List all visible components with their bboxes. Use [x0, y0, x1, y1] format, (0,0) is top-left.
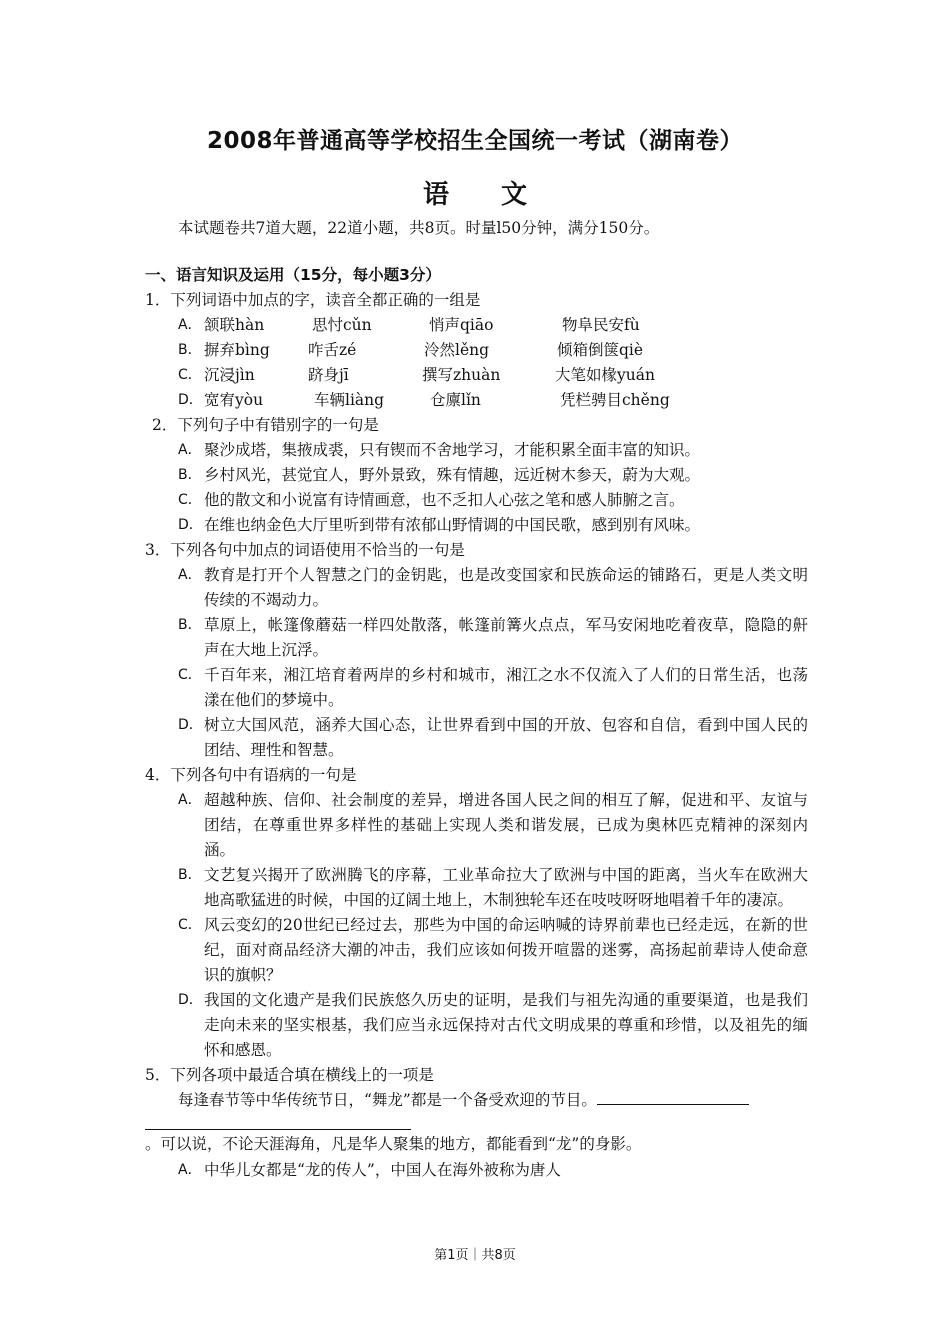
- question-4-option-d: [178, 988, 808, 1063]
- option-word: 悄声qiāo: [429, 316, 494, 334]
- option-word: 泠然lěng: [424, 341, 490, 359]
- question-1-option-a: [178, 313, 950, 338]
- option-letter: C．: [178, 667, 202, 683]
- option-letter: A．: [178, 1162, 202, 1178]
- option-letter: D．: [178, 717, 203, 733]
- question-5-continuation: 。可以说，不论天涯海角，凡是华人聚集的地方，都能看到“龙”的身影。: [145, 1135, 642, 1153]
- option-word: 仓廪lǐn: [430, 391, 481, 409]
- option-word: 宽宥yòu: [204, 391, 264, 409]
- option-text: 千百年来，湘江培育着两岸的乡村和城市，湘江之水不仅流入了人们的日常生活，也荡漾在他们的梦境中。: [204, 666, 808, 709]
- option-word: 物阜民安fù: [562, 316, 640, 334]
- question-2-option-c: [178, 488, 808, 513]
- option-letter: B．: [178, 867, 202, 883]
- option-text: 聚沙成塔，集掖成裘，只有锲而不舍地学习，才能积累全面丰富的知识。: [204, 441, 701, 459]
- fill-blank-continued: [145, 1113, 411, 1130]
- option-word: 大笔如椽yuán: [555, 366, 655, 384]
- option-text: 中华儿女都是“龙的传人”，中国人在海外被称为唐人: [204, 1161, 561, 1179]
- question-3-option-a: [178, 563, 808, 613]
- option-letter: A．: [178, 317, 202, 333]
- option-letter: B．: [178, 342, 202, 358]
- subject-heading: 语文: [422, 180, 579, 210]
- option-text: 教育是打开个人智慧之门的金钥匙，也是改变国家和民族命运的铺路石，更是人类文明传续的不竭动力。: [204, 566, 808, 609]
- option-text: 超越种族、信仰、社会制度的差异，增进各国人民之间的相互了解，促进和平、友谊与团结，在尊重世界多样性的基础上实现人类和谐发展，已成为奥林匹克精神的深刻内涵。: [204, 791, 808, 859]
- option-word: 车辆liàng: [314, 391, 385, 409]
- question-5-passage: [178, 1088, 950, 1113]
- exam-content: [0, 263, 950, 1183]
- exam-intro: 本试题卷共7道大题，22道小题，共8页。时量l50分钟，满分150分。: [178, 219, 660, 237]
- option-word: 撰写zhuàn: [422, 366, 501, 384]
- question-2-option-d: [178, 513, 808, 538]
- option-letter: A．: [178, 442, 202, 458]
- option-word: 倾箱倒箧qiè: [557, 341, 644, 359]
- question-2-stem: 2．下列句子中有错别字的一句是: [152, 416, 379, 434]
- option-letter: D．: [178, 392, 203, 408]
- question-4-option-b: [178, 863, 808, 913]
- option-text: 在维也纳金色大厅里听到带有浓郁山野情调的中国民歌，感到别有风味。: [204, 516, 701, 534]
- option-text: 草原上，帐篷像蘑菇一样四处散落，帐篷前篝火点点，军马安闲地吃着夜草，隐隐的鼾声在大地上沉浮。: [204, 616, 808, 659]
- option-letter: A．: [178, 567, 202, 583]
- option-letter: D．: [178, 992, 203, 1008]
- option-word: 跻身jī: [308, 366, 349, 384]
- exam-title: 2008年普通高等学校招生全国统一考试（湖南卷）: [206, 128, 743, 154]
- option-text: 乡村风光，甚觉宜人，野外景致，殊有情趣，远近树木参天，蔚为大观。: [204, 466, 701, 484]
- question-5-stem: 5．下列各项中最适合填在横线上的一项是: [145, 1066, 434, 1084]
- question-1-stem: 1．下列词语中加点的字，读音全都正确的一组是: [145, 291, 481, 309]
- fill-blank: [597, 1088, 749, 1105]
- page-footer: 第1页｜共8页: [434, 1248, 516, 1263]
- option-text: 他的散文和小说富有诗情画意，也不乏扣人心弦之笔和感人肺腑之言。: [204, 491, 685, 509]
- option-text: 文艺复兴揭开了欧洲腾飞的序幕，工业革命拉大了欧洲与中国的距离，当火车在欧洲大地高歌猛进的时候，中国的辽阔土地上，木制独轮车还在吱吱呀呀地唱着千年的凄凉。: [204, 866, 808, 909]
- question-2-option-b: [178, 463, 808, 488]
- option-text: 风云变幻的20世纪已经过去，那些为中国的命运呐喊的诗界前辈也已经走远，在新的世纪，面对商品经济大潮的冲击，我们应该如何拨开喧嚣的迷雾，高扬起前辈诗人使命意识的旗帜？: [204, 916, 808, 984]
- question-3-option-c: [178, 663, 808, 713]
- passage-text: 每逢春节等中华传统节日，“舞龙”都是一个备受欢迎的节目。: [178, 1091, 597, 1109]
- question-3-stem: 3．下列各句中加点的词语使用不恰当的一句是: [145, 541, 465, 559]
- option-word: 咋舌zé: [308, 341, 357, 359]
- option-letter: A．: [178, 792, 202, 808]
- option-word: 思忖cǔn: [312, 316, 372, 334]
- option-text: 我国的文化遗产是我们民族悠久历史的证明，是我们与祖先沟通的重要渠道，也是我们走向未来的坚实根基，我们应当永远保持对古代文明成果的尊重和珍惜，以及祖先的缅怀和感恩。: [204, 991, 808, 1059]
- option-word: 沉浸jìn: [204, 366, 255, 384]
- question-5-option-a: [178, 1158, 808, 1183]
- option-letter: C．: [178, 492, 202, 508]
- question-3-option-b: [178, 613, 808, 663]
- question-4-option-c: [178, 913, 808, 988]
- option-word: 凭栏骋目chěng: [560, 391, 670, 409]
- section-heading: 一、语言知识及运用（15分，每小题3分）: [145, 266, 441, 284]
- question-3-option-d: [178, 713, 808, 763]
- question-1-option-c: [178, 363, 950, 388]
- question-1-option-b: [178, 338, 950, 363]
- option-text: 树立大国风范，涵养大国心态，让世界看到中国的开放、包容和自信，看到中国人民的团结、理性和智慧。: [204, 716, 808, 759]
- option-word: 颔联hàn: [204, 316, 265, 334]
- question-2-option-a: [178, 438, 808, 463]
- question-4-stem: 4．下列各句中有语病的一句是: [145, 766, 357, 784]
- option-letter: C．: [178, 367, 202, 383]
- option-word: 摒弃bìng: [204, 341, 270, 359]
- option-letter: C．: [178, 917, 202, 933]
- question-4-option-a: [178, 788, 808, 863]
- question-1-option-d: [178, 388, 950, 413]
- option-letter: B．: [178, 467, 202, 483]
- option-letter: B．: [178, 617, 202, 633]
- option-letter: D．: [178, 517, 203, 533]
